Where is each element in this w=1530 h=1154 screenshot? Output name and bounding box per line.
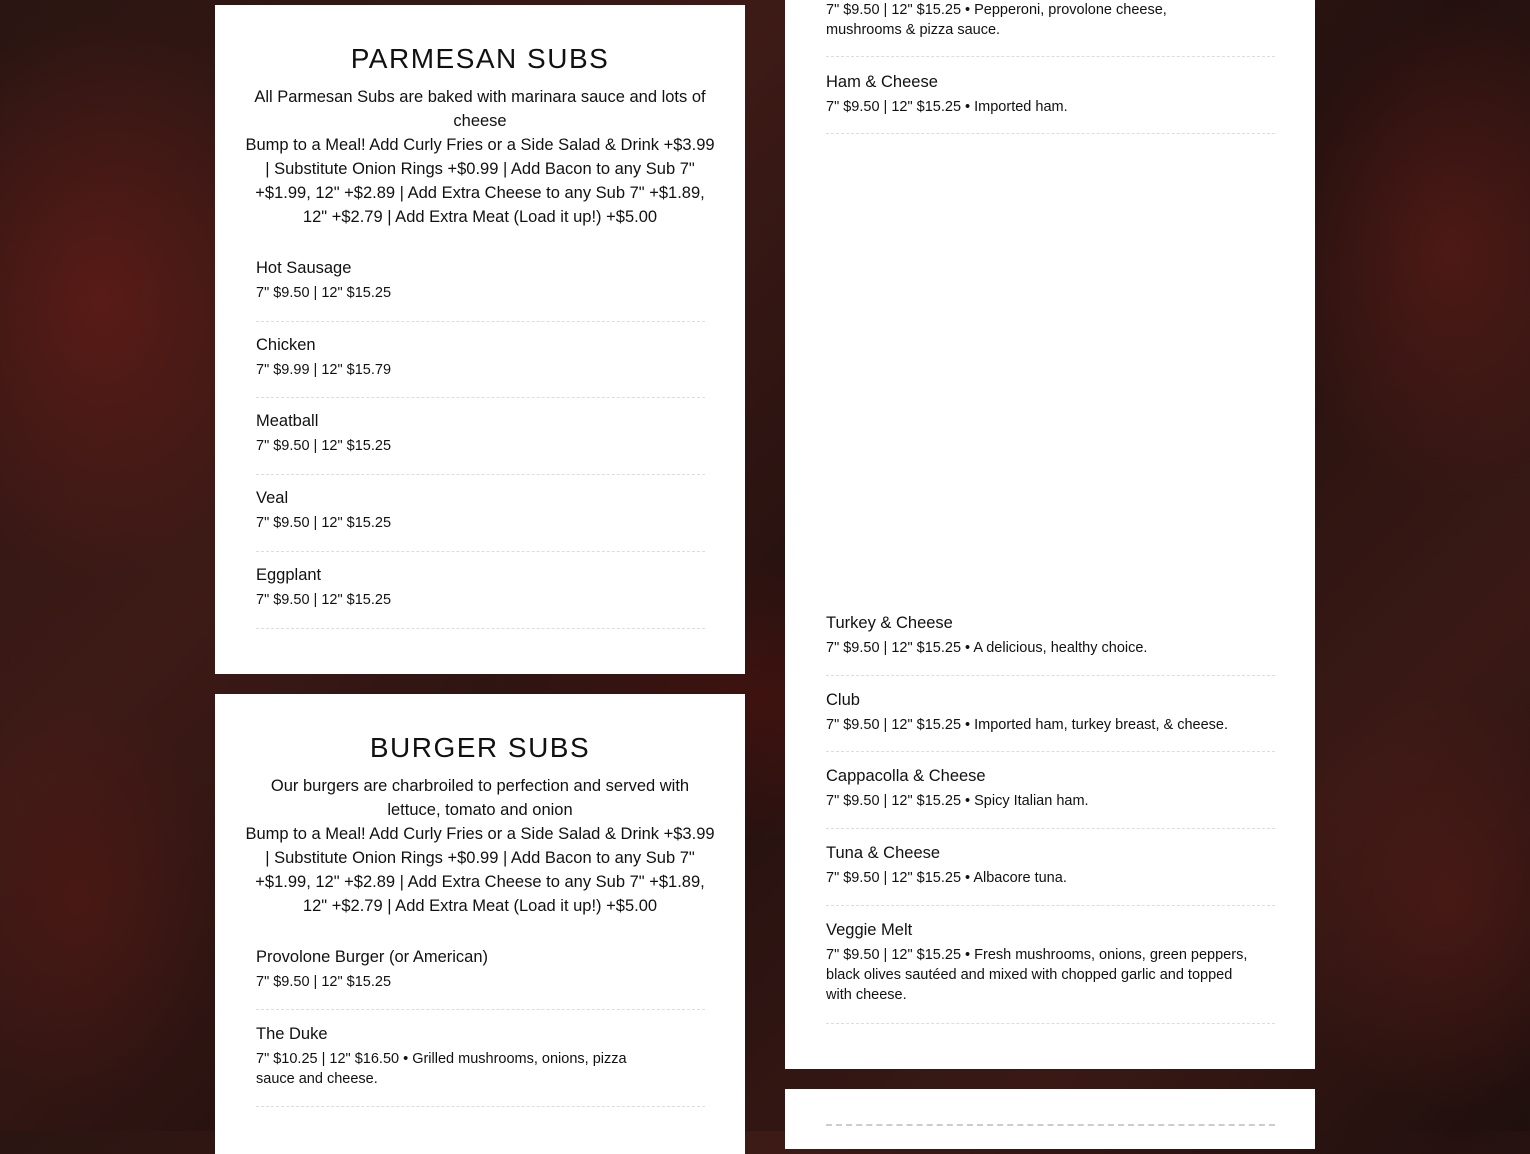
- menu-item-price: 7" $9.50 | 12" $15.25 • Pepperoni, provolone cheese, mushrooms & pizza sauce.: [826, 2, 1167, 38]
- menu-item-name: Ham & Cheese: [826, 73, 938, 91]
- menu-item-price: 7" $9.50 | 12" $15.25 • Imported ham.: [826, 99, 1068, 115]
- menu-item-price: 7" $9.50 | 12" $15.25: [256, 974, 392, 990]
- menu-item-name: Turkey & Cheese: [826, 614, 953, 632]
- menu-item-name: Veal: [256, 489, 289, 507]
- menu-item-price: 7" $9.50 | 12" $15.25: [256, 515, 392, 531]
- menu-item-name: Chicken: [256, 336, 316, 354]
- menu-item: [826, 72, 1275, 134]
- menu-item-price: 7" $9.50 | 12" $15.25 • Imported ham, turkey breast, & cheese.: [826, 717, 1229, 733]
- menu-item: [256, 1024, 705, 1107]
- menu-item-name: Eggplant: [256, 566, 322, 584]
- menu-item-price: 7" $9.50 | 12" $15.25 • A delicious, healthy choice.: [826, 640, 1148, 656]
- menu-item-price: 7" $10.25 | 12" $16.50 • Grilled mushrooms, onions, pizza sauce and cheese.: [256, 1051, 627, 1087]
- menu-item-name: Veggie Melt: [826, 921, 913, 939]
- burger-subs-section: [215, 694, 745, 1154]
- menu-item-name: Club: [826, 691, 860, 709]
- menu-item-name: Hot Sausage: [256, 259, 352, 277]
- menu-item-price: 7" $9.99 | 12" $15.79: [256, 362, 392, 378]
- menu-item-name: Provolone Burger (or American): [256, 948, 489, 966]
- menu-item: [826, 613, 1275, 676]
- next-section-panel: [785, 1089, 1315, 1149]
- section-addons: Bump to a Meal! Add Curly Fries or a Side Salad & Drink +$3.99 | Substitute Onion Rings +$0.99 | Add Bacon to any Sub 7" +$1.99, 12" +$2.89 | Add Extra Cheese to any Sub 7" +$1.89, 12" +$2.79 | Add Extra Meat (Load it up!) +$5.00: [245, 825, 715, 915]
- menu-item: [256, 565, 705, 629]
- menu-item-price: 7" $9.50 | 12" $15.25 • Albacore tuna.: [826, 870, 1067, 886]
- menu-item-name: Cappacolla & Cheese: [826, 767, 986, 785]
- menu-item: [256, 335, 705, 398]
- menu-item: [826, 690, 1275, 752]
- menu-item: [826, 843, 1275, 906]
- menu-item: [256, 947, 705, 1010]
- menu-item: [826, 0, 1275, 57]
- menu-item: [826, 766, 1275, 829]
- menu-item-price: 7" $9.50 | 12" $15.25: [256, 285, 392, 301]
- divider: [826, 1124, 1275, 1126]
- menu-item-price: 7" $9.50 | 12" $15.25 • Spicy Italian ham.: [826, 793, 1089, 809]
- cold-subs-section: [785, 0, 1315, 1069]
- menu-item-name: Tuna & Cheese: [826, 844, 941, 862]
- section-addons: Bump to a Meal! Add Curly Fries or a Side Salad & Drink +$3.99 | Substitute Onion Rings +$0.99 | Add Bacon to any Sub 7" +$1.99, 12" +$2.89 | Add Extra Cheese to any Sub 7" +$1.89, 12" +$2.79 | Add Extra Meat (Load it up!) +$5.00: [245, 136, 715, 226]
- menu-item-price: 7" $9.50 | 12" $15.25: [256, 438, 392, 454]
- menu-item: [826, 920, 1275, 1024]
- menu-item: [256, 411, 705, 475]
- menu-item: [256, 258, 705, 322]
- menu-item: [256, 488, 705, 552]
- section-description: All Parmesan Subs are baked with marinara sauce and lots of cheese: [254, 88, 706, 130]
- menu-item-price: 7" $9.50 | 12" $15.25 • Fresh mushrooms, onions, green peppers, black olives sautéed and mixed with chopped garlic and topped with cheese.: [826, 947, 1248, 1003]
- section-title: PARMESAN SUBS: [350, 43, 610, 74]
- section-description: Our burgers are charbroiled to perfection and served with lettuce, tomato and onion: [270, 777, 690, 819]
- menu-item-name: The Duke: [256, 1025, 328, 1043]
- menu-item-price: 7" $9.50 | 12" $15.25: [256, 592, 392, 608]
- menu-item-name: Meatball: [256, 412, 319, 430]
- parmesan-subs-section: [215, 5, 745, 674]
- section-title: BURGER SUBS: [369, 732, 591, 763]
